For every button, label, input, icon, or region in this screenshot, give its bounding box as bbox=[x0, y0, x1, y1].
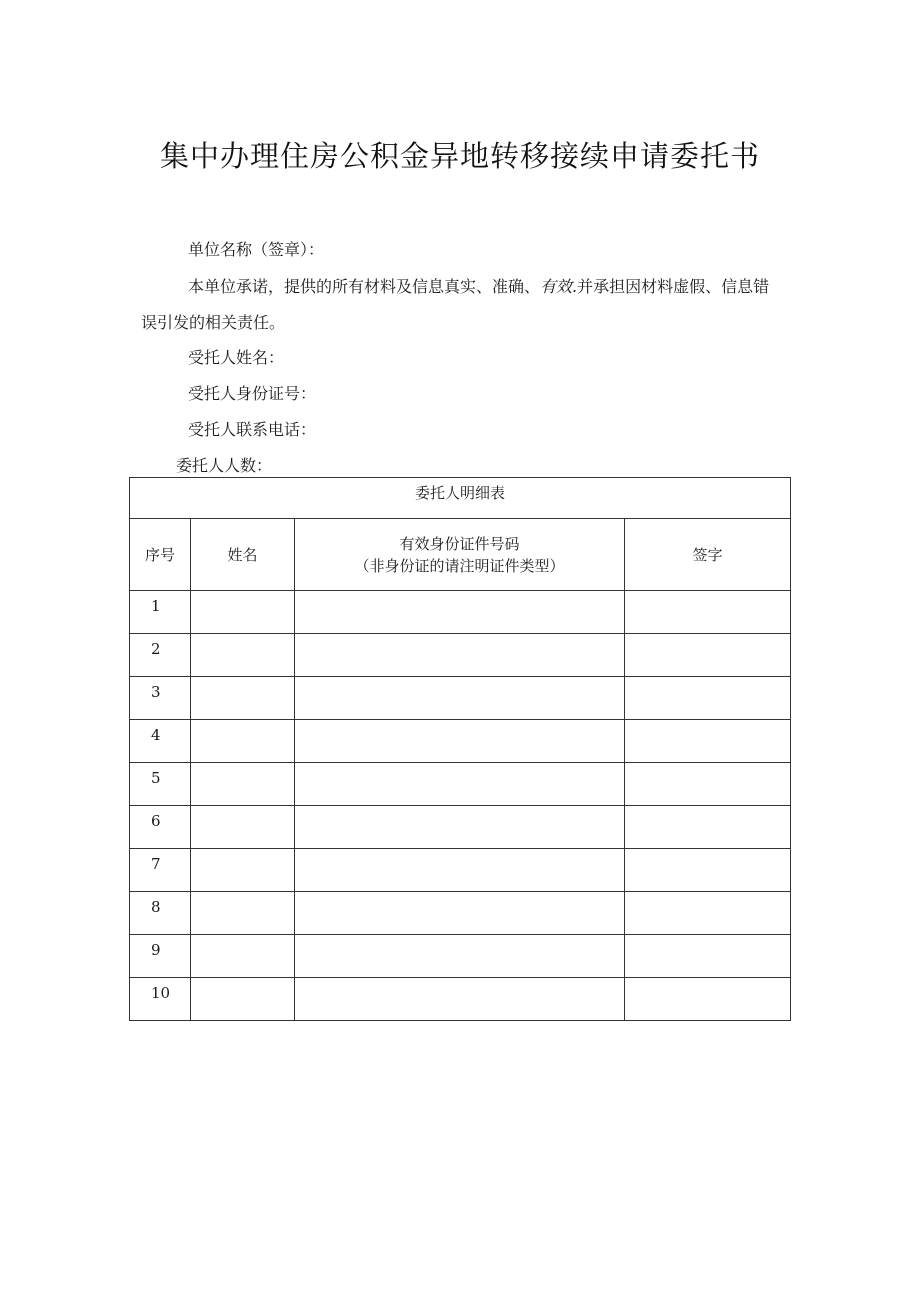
promise-part-2: 有效. bbox=[540, 277, 578, 296]
row-number: 8 bbox=[130, 892, 191, 935]
id-number-cell[interactable] bbox=[295, 849, 625, 892]
header-id-number bbox=[295, 519, 625, 591]
signature-cell[interactable] bbox=[625, 849, 791, 892]
name-cell[interactable] bbox=[191, 591, 295, 634]
name-cell[interactable] bbox=[191, 634, 295, 677]
signature-cell[interactable] bbox=[625, 677, 791, 720]
signature-cell[interactable] bbox=[625, 763, 791, 806]
id-number-cell[interactable] bbox=[295, 591, 625, 634]
table-row bbox=[130, 849, 791, 892]
table-row bbox=[130, 720, 791, 763]
header-id-line-2: （非身份证的请注明证件类型） bbox=[354, 556, 565, 575]
id-number-cell[interactable] bbox=[295, 763, 625, 806]
id-number-cell[interactable] bbox=[295, 806, 625, 849]
table-caption: 委托人明细表 bbox=[130, 478, 791, 519]
header-id-line-1: 有效身份证件号码 bbox=[399, 534, 520, 553]
id-number-cell[interactable] bbox=[295, 720, 625, 763]
delegator-detail-table bbox=[129, 477, 791, 1021]
signature-cell[interactable] bbox=[625, 978, 791, 1021]
row-number: 10 bbox=[130, 978, 191, 1021]
signature-cell[interactable] bbox=[625, 806, 791, 849]
table-body bbox=[130, 591, 791, 1021]
table-row bbox=[130, 634, 791, 677]
table-row bbox=[130, 677, 791, 720]
signature-cell[interactable] bbox=[625, 935, 791, 978]
promise-statement-line-1 bbox=[188, 277, 808, 297]
row-number: 4 bbox=[130, 720, 191, 763]
trustee-id-label: 受托人身份证号： bbox=[188, 384, 317, 403]
name-cell[interactable] bbox=[191, 763, 295, 806]
name-cell[interactable] bbox=[191, 720, 295, 763]
trustee-name-label: 受托人姓名： bbox=[188, 348, 285, 367]
id-number-cell[interactable] bbox=[295, 935, 625, 978]
id-number-cell[interactable] bbox=[295, 892, 625, 935]
table-row bbox=[130, 806, 791, 849]
row-number: 3 bbox=[130, 677, 191, 720]
trustee-phone-label: 受托人联系电话： bbox=[188, 420, 317, 439]
document-title: 集中办理住房公积金异地转移接续申请委托书 bbox=[159, 139, 760, 173]
signature-cell[interactable] bbox=[625, 720, 791, 763]
header-name: 姓名 bbox=[191, 519, 295, 591]
name-cell[interactable] bbox=[191, 677, 295, 720]
promise-part-1: 本单位承诺，提供的所有材料及信息真实、准确、 bbox=[188, 277, 541, 296]
table-row bbox=[130, 978, 791, 1021]
signature-cell[interactable] bbox=[625, 634, 791, 677]
promise-statement-line-2: 误引发的相关责任。 bbox=[141, 313, 286, 332]
row-number: 7 bbox=[130, 849, 191, 892]
row-number: 6 bbox=[130, 806, 191, 849]
id-number-cell[interactable] bbox=[295, 634, 625, 677]
row-number: 2 bbox=[130, 634, 191, 677]
unit-name-label: 单位名称（签章）： bbox=[188, 240, 325, 259]
table-row bbox=[130, 892, 791, 935]
table-row bbox=[130, 935, 791, 978]
row-number: 5 bbox=[130, 763, 191, 806]
name-cell[interactable] bbox=[191, 978, 295, 1021]
promise-part-3: 并承担因材料虚假、信息错 bbox=[577, 277, 770, 296]
header-index: 序号 bbox=[130, 519, 191, 591]
table-row bbox=[130, 763, 791, 806]
delegator-count-label: 委托人人数： bbox=[176, 456, 273, 475]
row-number: 1 bbox=[130, 591, 191, 634]
name-cell[interactable] bbox=[191, 849, 295, 892]
id-number-cell[interactable] bbox=[295, 978, 625, 1021]
name-cell[interactable] bbox=[191, 892, 295, 935]
table-row bbox=[130, 591, 791, 634]
name-cell[interactable] bbox=[191, 935, 295, 978]
signature-cell[interactable] bbox=[625, 591, 791, 634]
row-number: 9 bbox=[130, 935, 191, 978]
signature-cell[interactable] bbox=[625, 892, 791, 935]
name-cell[interactable] bbox=[191, 806, 295, 849]
header-signature: 签字 bbox=[625, 519, 791, 591]
id-number-cell[interactable] bbox=[295, 677, 625, 720]
